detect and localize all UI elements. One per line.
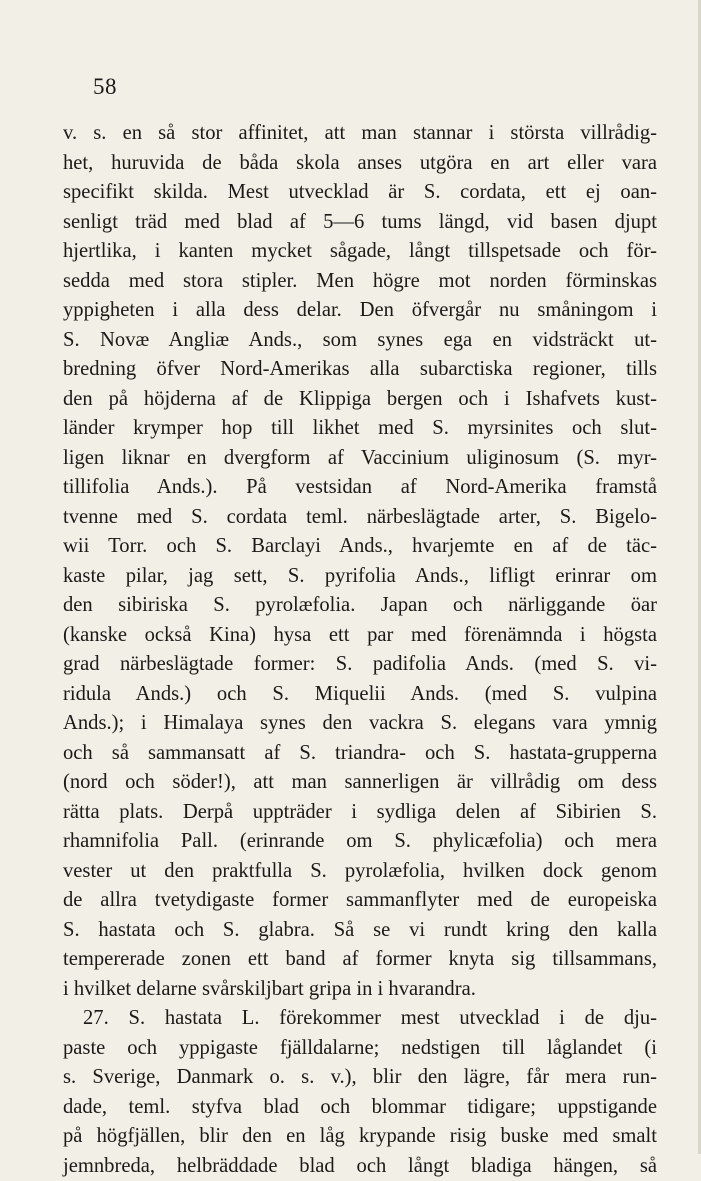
text-line: rätta plats. Derpå uppträder i sydliga delen af Sibirien S. — [63, 798, 657, 828]
text-line: Ands.); i Himalaya synes den vackra S. elegans vara ymnig — [63, 709, 657, 739]
text-line: specifikt skilda. Mest utvecklad är S. cordata, ett ej oan- — [63, 178, 657, 208]
page-number: 58 — [93, 74, 117, 100]
text-line: S. Novæ Angliæ Ands., som synes ega en vidsträckt ut- — [63, 326, 657, 356]
text-line: s. Sverige, Danmark o. s. v.), blir den lägre, får mera run- — [63, 1063, 657, 1093]
text-line: hjertlika, i kanten mycket sågade, långt tillspetsade och för- — [63, 237, 657, 267]
text-line: ligen liknar en dvergform af Vaccinium uliginosum (S. myr- — [63, 444, 657, 474]
text-line: tillifolia Ands.). På vestsidan af Nord-Amerika framstå — [63, 473, 657, 503]
text-line: och så sammansatt af S. triandra- och S. hastata-grupperna — [63, 739, 657, 769]
text-line: i hvilket delarne svårskiljbart gripa in i hvarandra. — [63, 975, 657, 1005]
text-line: tvenne med S. cordata teml. närbeslägtade arter, S. Bigelo- — [63, 503, 657, 533]
text-line: rhamnifolia Pall. (erinrande om S. phylicæfolia) och mera — [63, 827, 657, 857]
body-text — [63, 119, 657, 1181]
text-line: dade, teml. styfva blad och blommar tidigare; uppstigande — [63, 1093, 657, 1123]
text-line: het, huruvida de båda skola anses utgöra en art eller vara — [63, 149, 657, 179]
text-line: bredning öfver Nord-Amerikas alla subarctiska regioner, tills — [63, 355, 657, 385]
text-line: länder krymper hop till likhet med S. myrsinites och slut- — [63, 414, 657, 444]
text-line: kaste pilar, jag sett, S. pyrifolia Ands., lifligt erinrar om — [63, 562, 657, 592]
text-line: sedda med stora stipler. Men högre mot norden förminskas — [63, 267, 657, 297]
text-line: 27. S. hastata L. förekommer mest utvecklad i de dju- — [63, 1004, 657, 1034]
text-line: den sibiriska S. pyrolæfolia. Japan och närliggande öar — [63, 591, 657, 621]
text-line: (nord och söder!), att man sannerligen är villrådig om dess — [63, 768, 657, 798]
text-line: grad närbeslägtade former: S. padifolia Ands. (med S. vi- — [63, 650, 657, 680]
text-line: wii Torr. och S. Barclayi Ands., hvarjemte en af de täc- — [63, 532, 657, 562]
text-line: ridula Ands.) och S. Miquelii Ands. (med S. vulpina — [63, 680, 657, 710]
text-line: paste och yppigaste fjälldalarne; nedstigen till låglandet (i — [63, 1034, 657, 1064]
text-line: S. hastata och S. glabra. Så se vi rundt kring den kalla — [63, 916, 657, 946]
text-line: den på höjderna af de Klippiga bergen och i Ishafvets kust- — [63, 385, 657, 415]
text-line: yppigheten i alla dess delar. Den öfvergår nu småningom i — [63, 296, 657, 326]
text-line: v. s. en så stor affinitet, att man stannar i största villrådig- — [63, 119, 657, 149]
text-line: jemnbreda, helbräddade blad och långt bladiga hängen, så — [63, 1152, 657, 1181]
text-line: (kanske också Kina) hysa ett par med förenämnda i högsta — [63, 621, 657, 651]
text-line: på högfjällen, blir den en låg krypande risig buske med smalt — [63, 1122, 657, 1152]
text-line: tempererade zonen ett band af former knyta sig tillsammans, — [63, 945, 657, 975]
text-line: vester ut den praktfulla S. pyrolæfolia, hvilken dock genom — [63, 857, 657, 887]
text-line: de allra tvetydigaste former sammanflyter med de europeiska — [63, 886, 657, 916]
text-line: senligt träd med blad af 5—6 tums längd, vid basen djupt — [63, 208, 657, 238]
